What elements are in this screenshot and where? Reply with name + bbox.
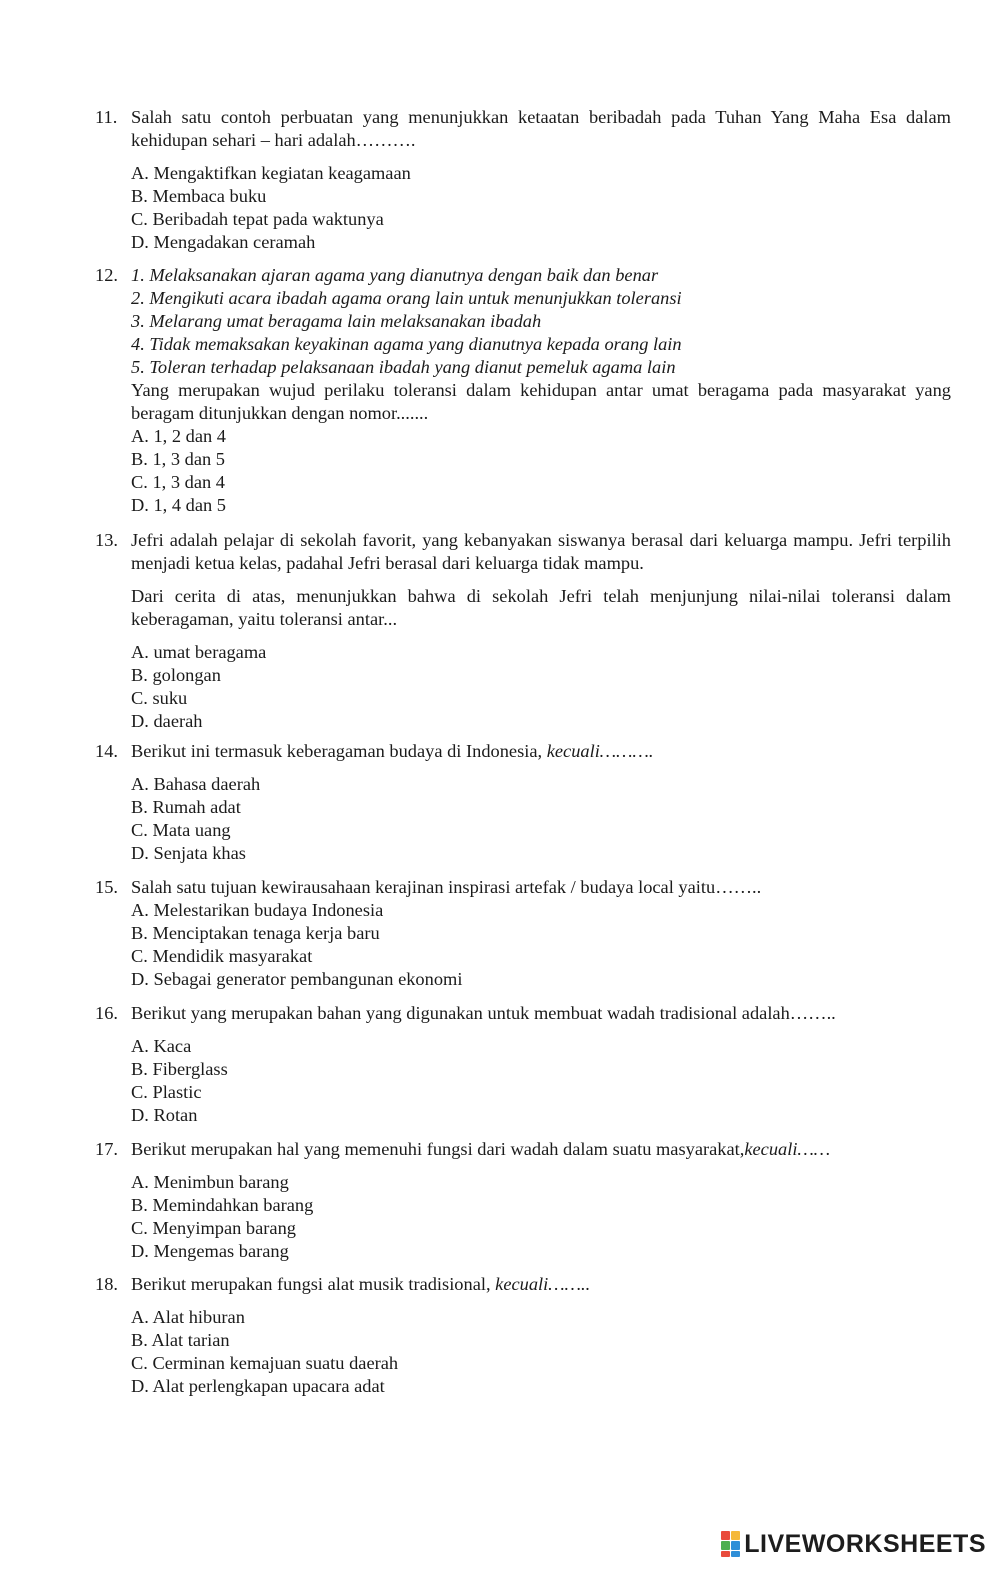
question-stem-2: Dari cerita di atas, menunjukkan bahwa di sekolah Jefri telah menjunjung nilai-nilai toleransi dalam keberagaman, yaitu toleransi antar... <box>131 586 951 629</box>
option-d[interactable]: D. Mengemas barang <box>131 1241 289 1261</box>
statement-2: 2. Mengikuti acara ibadah agama orang lain untuk menunjukkan toleransi <box>131 288 682 308</box>
option-b[interactable]: B. golongan <box>131 665 221 685</box>
question-14 <box>95 740 951 865</box>
question-number: 13. <box>95 530 118 550</box>
option-a[interactable]: A. Bahasa daerah <box>131 774 261 794</box>
option-d[interactable]: D. 1, 4 dan 5 <box>131 495 227 515</box>
question-number: 14. <box>95 741 118 761</box>
question-number: 11. <box>95 107 118 127</box>
question-stem <box>131 740 951 763</box>
question-stem: Jefri adalah pelajar di sekolah favorit, yang kebanyakan siswanya berasal dari keluarga mampu. Jefri terpilih menjadi ketua kelas, padahal Jefri berasal dari keluarga tidak mampu. <box>131 530 951 573</box>
option-c[interactable]: C. Mata uang <box>131 820 231 840</box>
statement-1: 1. Melaksanakan ajaran agama yang dianutnya dengan baik dan benar <box>131 265 659 285</box>
option-d[interactable]: D. Sebagai generator pembangunan ekonomi <box>131 969 463 989</box>
statement-3: 3. Melarang umat beragama lain melaksanakan ibadah <box>131 311 542 331</box>
question-15 <box>95 876 951 991</box>
question-number: 18. <box>95 1274 118 1294</box>
question-18 <box>95 1273 951 1398</box>
option-c[interactable]: C. 1, 3 dan 4 <box>131 472 225 492</box>
option-c[interactable]: C. suku <box>131 688 188 708</box>
question-16 <box>95 1002 951 1127</box>
logo-square <box>721 1541 730 1550</box>
option-b[interactable]: B. Alat tarian <box>131 1330 230 1350</box>
question-number: 16. <box>95 1003 118 1023</box>
option-b[interactable]: B. 1, 3 dan 5 <box>131 449 225 469</box>
option-c[interactable]: C. Mendidik masyarakat <box>131 946 313 966</box>
option-a[interactable]: A. umat beragama <box>131 642 267 662</box>
question-12 <box>95 264 951 517</box>
option-b[interactable]: B. Membaca buku <box>131 186 267 206</box>
option-b[interactable]: B. Fiberglass <box>131 1059 228 1079</box>
question-number: 15. <box>95 877 118 897</box>
question-stem: Berikut yang merupakan bahan yang digunakan untuk membuat wadah tradisional adalah…….. <box>131 1003 836 1023</box>
question-13 <box>95 529 951 733</box>
option-c[interactable]: C. Menyimpan barang <box>131 1218 296 1238</box>
option-d[interactable]: D. daerah <box>131 711 203 731</box>
statement-5: 5. Toleran terhadap pelaksanaan ibadah yang dianut pemeluk agama lain <box>131 357 676 377</box>
question-17 <box>95 1138 951 1263</box>
question-stem: Salah satu tujuan kewirausahaan kerajinan inspirasi artefak / budaya local yaitu…….. <box>131 877 762 897</box>
question-stem-text: Berikut merupakan fungsi alat musik tradisional, <box>131 1274 496 1294</box>
option-d[interactable]: D. Alat perlengkapan upacara adat <box>131 1376 385 1396</box>
option-c[interactable]: C. Plastic <box>131 1082 202 1102</box>
question-stem-text: Berikut merupakan hal yang memenuhi fungsi dari wadah dalam suatu masyarakat, <box>131 1139 745 1159</box>
question-stem-exception: kecuali…… <box>744 1139 831 1159</box>
statement-4: 4. Tidak memaksakan keyakinan agama yang dianutnya kepada orang lain <box>131 334 682 354</box>
option-d[interactable]: D. Rotan <box>131 1105 198 1125</box>
option-b[interactable]: B. Memindahkan barang <box>131 1195 314 1215</box>
logo-square <box>731 1531 740 1540</box>
logo-square <box>721 1531 730 1540</box>
liveworksheets-icon <box>721 1531 740 1557</box>
question-stem: Salah satu contoh perbuatan yang menunjukkan ketaatan beribadah pada Tuhan Yang Maha Esa dalam kehidupan sehari – hari adalah………. <box>131 107 951 150</box>
option-a[interactable]: A. Menimbun barang <box>131 1172 289 1192</box>
logo-square <box>731 1551 740 1557</box>
question-stem-text: Berikut ini termasuk keberagaman budaya di Indonesia, <box>131 741 547 761</box>
option-a[interactable]: A. Alat hiburan <box>131 1307 245 1327</box>
option-a[interactable]: A. Mengaktifkan kegiatan keagamaan <box>131 163 411 183</box>
option-b[interactable]: B. Rumah adat <box>131 797 241 817</box>
liveworksheets-logo[interactable] <box>721 1531 986 1557</box>
question-number: 17. <box>95 1139 118 1159</box>
question-number: 12. <box>95 265 118 285</box>
logo-text: LIVEWORKSHEETS <box>744 1529 986 1558</box>
option-b[interactable]: B. Menciptakan tenaga kerja baru <box>131 923 380 943</box>
question-stem-exception: kecuali………. <box>546 741 654 761</box>
question-stem <box>131 1138 951 1161</box>
option-a[interactable]: A. Melestarikan budaya Indonesia <box>131 900 384 920</box>
question-stem <box>131 1273 951 1296</box>
logo-square <box>721 1551 730 1557</box>
option-d[interactable]: D. Mengadakan ceramah <box>131 232 316 252</box>
option-d[interactable]: D. Senjata khas <box>131 843 246 863</box>
question-stem-exception: kecuali…….. <box>495 1274 591 1294</box>
option-a[interactable]: A. Kaca <box>131 1036 192 1056</box>
logo-square <box>731 1541 740 1550</box>
question-11 <box>95 106 951 254</box>
option-a[interactable]: A. 1, 2 dan 4 <box>131 426 227 446</box>
option-c[interactable]: C. Beribadah tepat pada waktunya <box>131 209 384 229</box>
option-c[interactable]: C. Cerminan kemajuan suatu daerah <box>131 1353 399 1373</box>
question-stem: Yang merupakan wujud perilaku toleransi dalam kehidupan antar umat beragama pada masyarakat yang beragam ditunjukkan dengan nomor....... <box>131 380 951 423</box>
